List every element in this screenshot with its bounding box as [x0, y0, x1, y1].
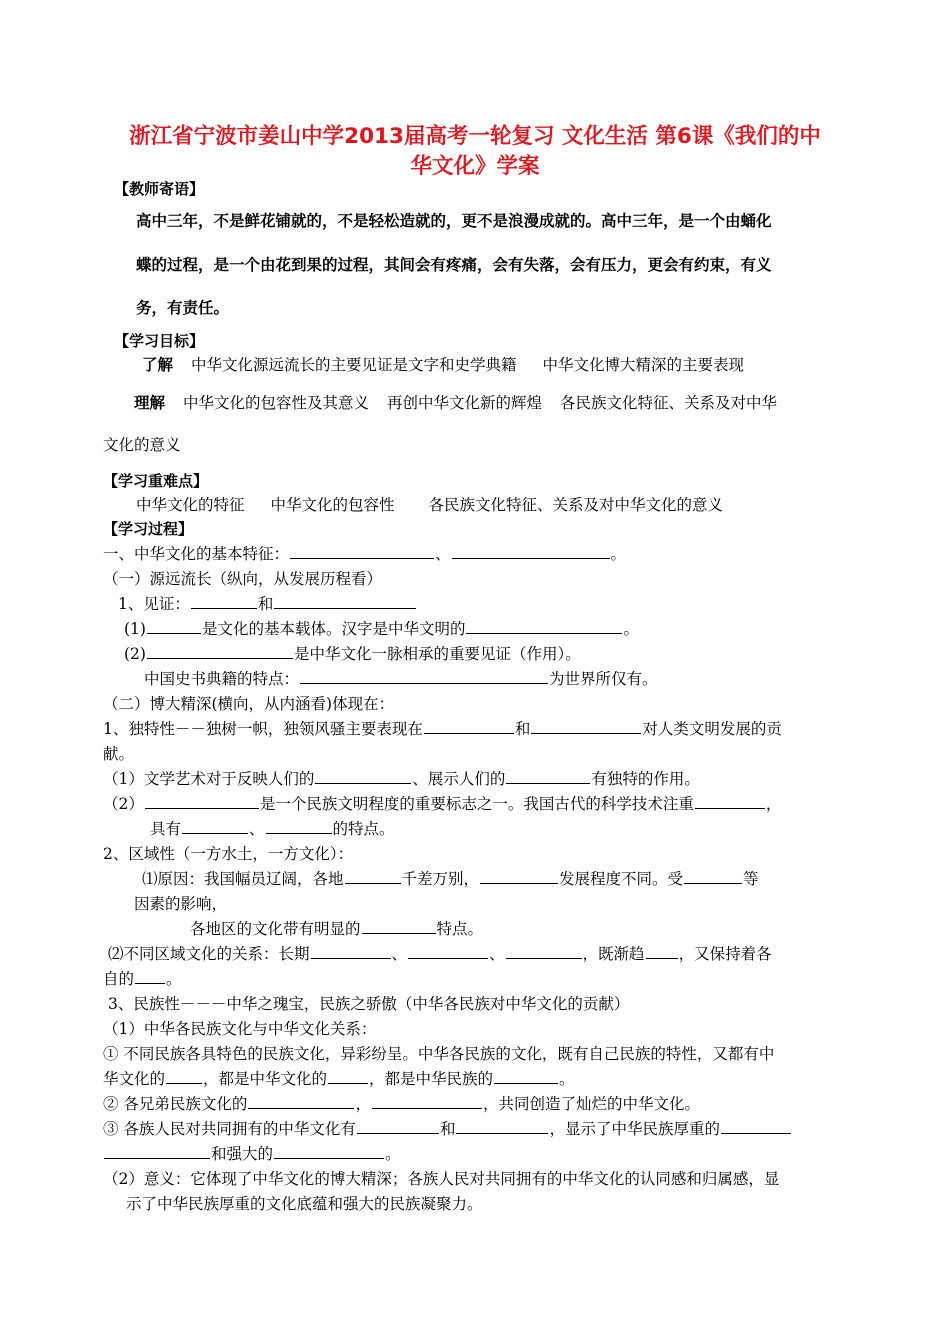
fill-blank[interactable] [145, 793, 259, 809]
fill-blank[interactable] [147, 643, 293, 659]
fill-blank[interactable] [166, 1068, 202, 1084]
process-line-1: 一、中华文化的基本特征： 、 。 [103, 545, 627, 563]
fill-blank[interactable] [266, 818, 332, 834]
process-line-10: （1）文学艺术对于反映人们的 、展示人们的 有独特的作用。 [103, 770, 700, 788]
fill-blank[interactable] [456, 1118, 548, 1134]
understand-item-b: 中华文化博大精深的主要表现 [542, 356, 745, 374]
process-line-19: 3、民族性－－－中华之瑰宝，民族之骄傲（中华各民族对中华文化的贡献） [108, 995, 630, 1013]
learning-process-heading: 【学习过程】 [103, 520, 194, 538]
goals-comprehend-continuation: 文化的意义 [103, 436, 181, 454]
process-line-9: 献。 [103, 745, 135, 763]
title-line-1: 浙江省宁波市姜山中学2013届高考一轮复习 文化生活 第6课《我们的中 [129, 124, 821, 149]
fill-blank[interactable] [480, 868, 558, 884]
fill-blank[interactable] [290, 543, 434, 559]
teacher-message-line-3: 务，有责任。 [136, 299, 230, 317]
goals-comprehend-line [134, 392, 777, 414]
teacher-message-heading: 【教师寄语】 [114, 180, 205, 198]
process-line-24: ③ 各族人民对共同拥有的中华文化有 和 ，显示了中华民族厚重的 [103, 1118, 792, 1140]
fill-blank[interactable] [357, 1118, 439, 1134]
fill-blank[interactable] [182, 818, 248, 834]
fill-blank[interactable] [494, 1068, 558, 1084]
process-line-3: 1、见证： 和 [118, 593, 417, 615]
process-line-5: (2) 是中华文化一脉相承的重要见证（作用）。 [124, 645, 581, 663]
process-line-25: 和强大的 。 [103, 1143, 401, 1165]
document-title [100, 122, 850, 182]
fill-blank[interactable] [315, 768, 411, 784]
fill-blank[interactable] [506, 768, 590, 784]
fill-blank[interactable] [345, 868, 401, 884]
fill-blank[interactable] [372, 1093, 482, 1109]
goals-understand-line [142, 354, 744, 376]
fill-blank[interactable] [466, 618, 622, 634]
fill-blank[interactable] [300, 668, 548, 684]
fill-blank[interactable] [721, 1118, 791, 1134]
understand-item-a: 中华文化源远流长的主要见证是文字和史学典籍 [191, 356, 517, 374]
process-line-18: 自的 。 [103, 970, 182, 988]
key-points-line [136, 494, 723, 516]
fill-blank[interactable] [135, 968, 165, 984]
key-point-b: 中华文化的包容性 [270, 496, 395, 514]
process-line-8: 1、独特性－－独树一帜，独领风骚主要表现在 和 对人类文明发展的贡 [103, 720, 782, 738]
fill-blank[interactable] [362, 918, 436, 934]
key-point-c: 各民族文化特征、关系及对中华文化的意义 [428, 496, 724, 514]
learning-goals-heading: 【学习目标】 [114, 332, 205, 350]
process-line-12: 具有 、 的特点。 [150, 820, 395, 838]
fill-blank[interactable] [328, 1068, 368, 1084]
fill-blank[interactable] [531, 718, 641, 734]
process-line-11: （2） 是一个民族文明程度的重要标志之一。我国古代的科学技术注重 ， [103, 795, 782, 813]
fill-blank[interactable] [646, 943, 678, 959]
fill-blank[interactable] [506, 943, 582, 959]
process-line-23: ② 各兄弟民族文化的 ， ，共同创造了灿烂的中华文化。 [103, 1095, 700, 1113]
process-line-14: ⑴原因：我国幅员辽阔，各地 千差万别， 发展程度不同。受 等 [142, 870, 759, 888]
fill-blank[interactable] [452, 543, 610, 559]
fill-blank[interactable] [274, 1143, 384, 1159]
process-line-21: ① 不同民族各具特色的民族文化，异彩纷呈。中华各民族的文化，既有自己民族的特性，又都有中 [103, 1045, 775, 1063]
teacher-message-line-1: 高中三年，不是鲜花铺就的，不是轻松造就的，更不是浪漫成就的。高中三年，是一个由蛹化 [136, 212, 772, 230]
process-line-2: （一）源远流长（纵向，从发展历程看） [103, 570, 383, 588]
comprehend-item-c: 各民族文化特征、关系及对中华 [560, 394, 778, 412]
key-points-heading: 【学习重难点】 [103, 472, 209, 490]
fill-blank[interactable] [311, 943, 391, 959]
fill-blank[interactable] [248, 1093, 354, 1109]
comprehend-item-a: 中华文化的包容性及其意义 [183, 394, 370, 412]
comprehend-item-b: 再创中华文化新的辉煌 [387, 394, 543, 412]
process-line-15: 因素的影响， [134, 895, 228, 913]
fill-blank[interactable] [104, 1143, 210, 1159]
process-line-6: 中国史书典籍的特点： 为世界所仅有。 [144, 670, 658, 688]
fill-blank[interactable] [147, 618, 201, 634]
fill-blank[interactable] [695, 793, 765, 809]
process-line-7: （二）博大精深(横向，从内涵看)体现在： [103, 695, 395, 713]
fill-blank[interactable] [408, 943, 488, 959]
process-line-4: (1) 是文化的基本载体。汉字是中华文明的 。 [124, 620, 639, 638]
teacher-message-line-2: 蝶的过程，是一个由花到果的过程，其间会有疼痛，会有失落，会有压力，更会有约束，有义 [136, 256, 772, 274]
title-line-2: 华文化》学案 [410, 154, 540, 179]
process-line-13: 2、区域性（一方水土，一方文化）： [103, 845, 354, 863]
process-line-26: （2）意义：它体现了中华文化的博大精深；各族人民对共同拥有的中华文化的认同感和归属感，显 [103, 1170, 780, 1188]
process-line-17: ⑵不同区域文化的关系：长期 、 、 ，既渐趋 ，又保持着各 [108, 945, 772, 963]
process-line-27: 示了中华民族厚重的文化底蕴和强大的民族凝聚力。 [126, 1195, 483, 1213]
comprehend-label: 理解 [134, 394, 166, 412]
understand-label: 了解 [142, 356, 174, 374]
fill-blank[interactable] [684, 868, 742, 884]
fill-blank[interactable] [191, 593, 257, 609]
process-line-20: （1）中华各民族文化与中华文化关系： [103, 1020, 377, 1038]
fill-blank[interactable] [274, 593, 416, 609]
process-line-22: 华文化的 ，都是中华文化的 ，都是中华民族的 。 [103, 1070, 575, 1088]
process-line-16: 各地区的文化带有明显的 特点。 [190, 920, 484, 938]
key-point-a: 中华文化的特征 [136, 496, 245, 514]
fill-blank[interactable] [424, 718, 514, 734]
